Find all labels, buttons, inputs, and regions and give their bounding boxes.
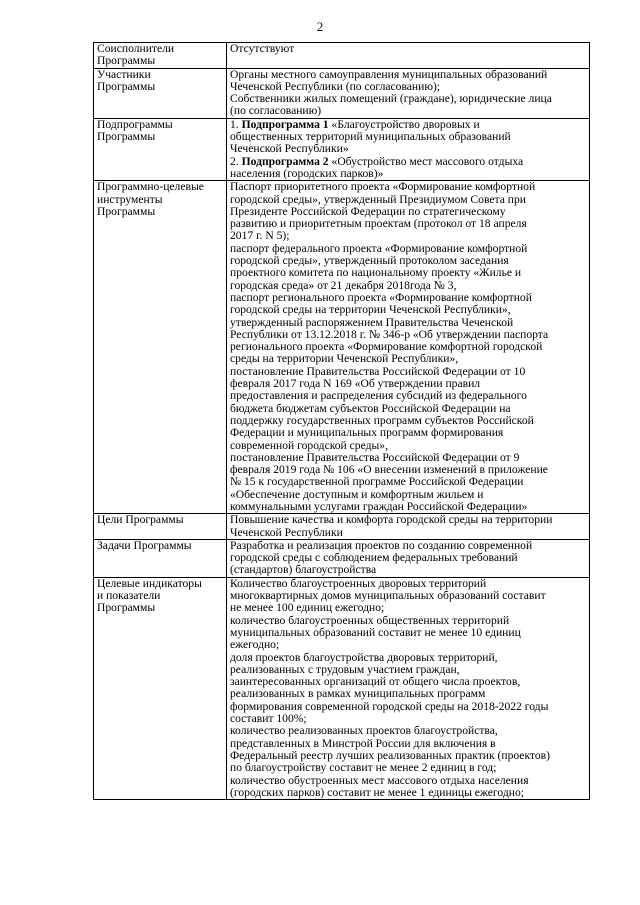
table-row-target-indicators bbox=[94, 577, 590, 799]
row-value: Органы местного самоуправления муниципальных образований Чеченской Республики (по согласованию); Собственники жилых помещений (граждане), юридические лица (по согласованию) bbox=[227, 68, 590, 118]
table-row-participants bbox=[94, 68, 590, 118]
row-label: Задачи Программы bbox=[94, 539, 227, 577]
row-label: Программно-целевые инструменты Программы bbox=[94, 181, 227, 514]
program-passport-table bbox=[93, 42, 590, 800]
row-label: Подпрограммы Программы bbox=[94, 118, 227, 180]
row-value: Отсутствуют bbox=[227, 43, 590, 69]
subprogram-1-heading: 1. Подпрограмма 1 «Благоустройство дворовых и bbox=[230, 117, 480, 131]
table-row-co-executors bbox=[94, 43, 590, 69]
table-row-program-tasks bbox=[94, 539, 590, 577]
table-row-program-instruments bbox=[94, 181, 590, 514]
row-label: Цели Программы bbox=[94, 514, 227, 540]
row-value: 1. Подпрограмма 1 «Благоустройство дворовых и общественных территорий муниципальных образований Чеченской Республики» 2. Подпрограмма 2 «Обустройство мест массового отдыха населения (городских парков)» bbox=[227, 118, 590, 180]
row-value: Разработка и реализация проектов по созданию современной городской среды с соблюдением федеральных требований (стандартов) благоустройства bbox=[227, 539, 590, 577]
table-row-subprograms bbox=[94, 118, 590, 180]
subprogram-2-heading: 2. Подпрограмма 2 «Обустройство мест массового отдыха bbox=[230, 154, 524, 168]
row-value: Паспорт приоритетного проекта «Формирование комфортной городской среды», утвержденный Президиумом Совета при Президенте Российской Федерации по стратегическому развитию и приоритетным проектам (протокол от 18 апреля 2017 г. N 5); паспорт федерального проекта «Формирование комфортной городской среды», утвержденный протоколом заседания проектного комитета по национальному проекту «Жилье и городская среда» от 21 декабря 2018года № 3, паспорт регионального проекта «Формирование комфортной городской среды на территории Чеченской Республики», утвержденный распоряжением Правительства Чеченской Республики от 13.12.2018 г. № 346-р «Об утверждении паспорта регионального проекта «Формирование комфортной городской среды на территории Чеченской Республики», постановление Правительства Российской Федерации от 10 февраля 2017 года N 169 «Об утверждении правил предоставления и распределения субсидий из федерального бюджета бюджетам субъектов Российской Федерации на поддержку государственных программ субъектов Российской Федерации и муниципальных программ формирования современной городской среды», постановление Правительства Российской Федерации от 9 февраля 2019 года № 106 «О внесении изменений в приложение № 15 к государственной программе Российской Федерации «Обеспечение доступным и комфортным жильем и коммунальными услугами граждан Российской Федерации» bbox=[227, 181, 590, 514]
row-value: Повышение качества и комфорта городской среды на территории Чеченской Республики bbox=[227, 514, 590, 540]
row-label: Целевые индикаторы и показатели Программы bbox=[94, 577, 227, 799]
page-number: 2 bbox=[316, 19, 324, 34]
table-row-program-goals bbox=[94, 514, 590, 540]
row-label: Соисполнители Программы bbox=[94, 43, 227, 69]
row-value: Количество благоустроенных дворовых территорий многоквартирных домов муниципальных образований составит не менее 100 единиц ежегодно; количество благоустроенных общественных территорий муниципальных образований составит не менее 10 единиц ежегодно; доля проектов благоустройства дворовых территорий, реализованных с трудовым участием граждан, заинтересованных организаций от общего числа проектов, реализованных в рамках муниципальных программ формирования современной городской среды на 2018-2022 годы составит 100%; количество реализованных проектов благоустройства, представленных в Минстрой России для включения в Федеральный реестр лучших реализованных практик (проектов) по благоустройству составит не менее 2 единиц в год; количество обустроенных мест массового отдыха населения (городских парков) составит не менее 1 единицы ежегодно; bbox=[227, 577, 590, 799]
row-label: Участники Программы bbox=[94, 68, 227, 118]
